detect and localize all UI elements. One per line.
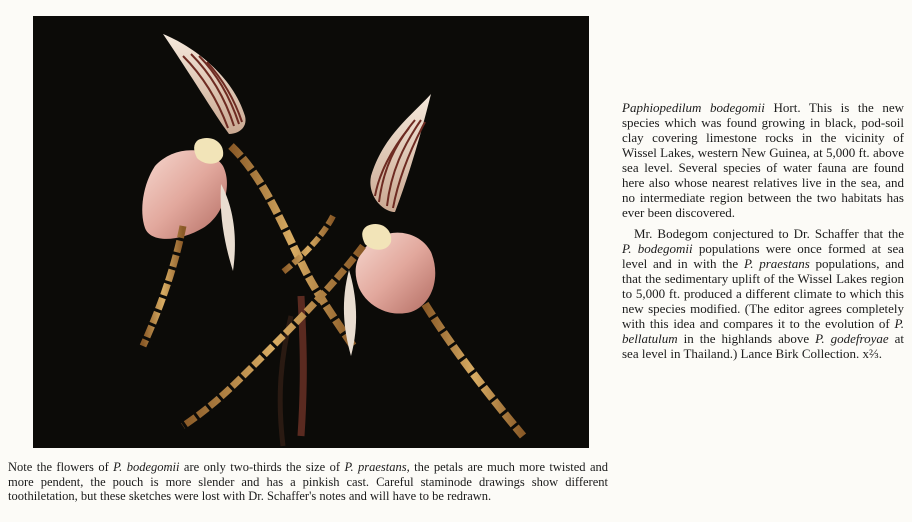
description-paragraph-1: Paphiopedilum bodegomii Hort. This is the new species which was found growing in black, pod-soil clay covering limestone rocks in the vicinity of Wissel Lakes, western New Guinea, at 5,000 ft. above sea level. Several species of water fauna are found here also whose nearest relatives live in the sea, and no intermediate region between the two habitats has ever been discovered. (622, 100, 904, 220)
photo-caption (8, 460, 608, 504)
species-description (622, 100, 904, 367)
caption-paragraph: Note the flowers of P. bodegomii are only two-thirds the size of P. praestans, the petals are much more twisted and more pendent, the pouch is more slender and has a pinkish cast. Careful staminode drawings show different toothiletation, but these sketches were lost with Dr. Schaffer's notes and will have to be redrawn. (8, 460, 608, 503)
description-paragraph-2: Mr. Bodegom conjectured to Dr. Schaffer that the P. bodegomii populations were once formed at sea level and in with the P. praestans populations, and that the sedimentary uplift of the Wissel Lakes region to 5,000 ft. produced a different climate to which this new species modified. (The editor agrees completely with this idea and compares it to the evolution of P. bellatulum in the highlands above P. godefroyae at sea level in Thailand.) Lance Birk Collection. x⅔. (622, 226, 905, 361)
species-name: Paphiopedilum bodegomii (622, 100, 765, 115)
orchid-photo (33, 16, 589, 448)
